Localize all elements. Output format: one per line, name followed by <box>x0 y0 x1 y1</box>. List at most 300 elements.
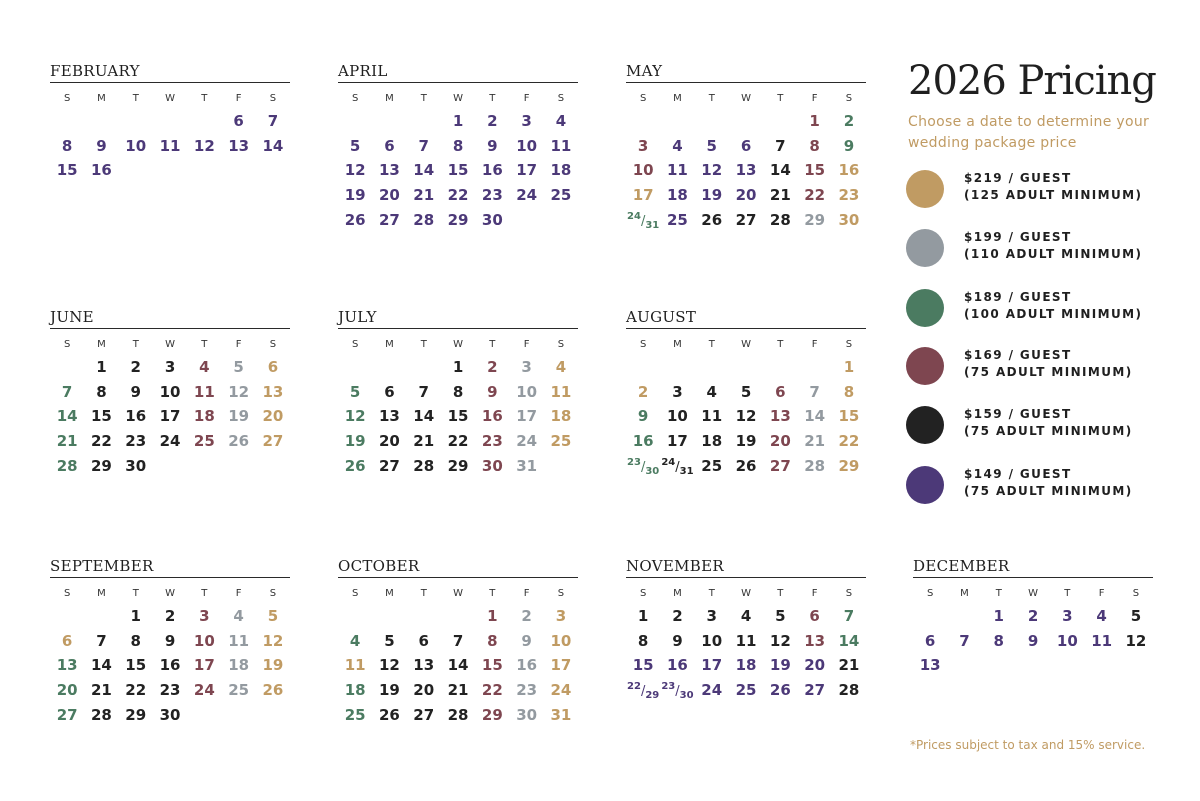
calendar-date[interactable]: 1 <box>637 607 649 625</box>
calendar-date[interactable]: 14 <box>769 161 791 180</box>
calendar-date[interactable]: 9 <box>96 136 107 155</box>
calendar-date[interactable]: 13 <box>413 656 435 675</box>
calendar-date[interactable]: 29 <box>91 456 112 475</box>
calendar-date[interactable]: 9 <box>164 631 176 650</box>
calendar-date[interactable]: 22 <box>125 681 147 700</box>
calendar-date[interactable]: 10 <box>125 136 147 155</box>
calendar-date[interactable]: 6 <box>61 631 73 650</box>
calendar-date[interactable]: 12 <box>735 407 757 426</box>
calendar-date[interactable]: 25 <box>667 210 688 229</box>
calendar-date[interactable]: 31 <box>550 705 572 724</box>
calendar-date[interactable]: 8 <box>843 382 855 401</box>
calendar-date[interactable]: 15 <box>125 656 147 675</box>
calendar-date[interactable]: 28 <box>413 456 435 475</box>
calendar-date[interactable]: 12 <box>228 382 250 401</box>
calendar-date[interactable]: 8 <box>61 136 73 155</box>
calendar-date[interactable]: 4 <box>555 112 567 130</box>
calendar-date[interactable]: 18 <box>550 161 572 180</box>
calendar-date[interactable]: 17 <box>516 407 538 426</box>
calendar-date[interactable]: 26 <box>228 432 250 451</box>
calendar-date[interactable]: 11 <box>344 656 366 675</box>
calendar-date[interactable]: 17 <box>701 656 723 675</box>
calendar-date[interactable]: 16 <box>516 656 538 675</box>
calendar-date[interactable]: 11 <box>1091 631 1113 650</box>
calendar-date[interactable]: 25 <box>228 681 250 700</box>
calendar-date[interactable]: 10 <box>632 161 654 180</box>
month-divider <box>338 577 578 578</box>
weekday-label: F <box>235 588 242 599</box>
calendar-date[interactable]: 29 <box>481 705 503 724</box>
calendar-date[interactable]: 20 <box>379 432 400 451</box>
calendar-date[interactable]: 17 <box>632 186 654 205</box>
calendar-date[interactable]: 16 <box>838 161 860 180</box>
calendar-date[interactable]: 11 <box>701 407 723 426</box>
calendar-date[interactable]: 8 <box>993 631 1004 650</box>
calendar-date[interactable]: 6 <box>775 382 786 401</box>
calendar-date[interactable]: 26 <box>262 681 284 700</box>
calendar-date[interactable]: 4 <box>199 358 210 376</box>
calendar-date[interactable]: 23 <box>125 432 147 451</box>
calendar-date[interactable]: 26 <box>769 681 791 700</box>
calendar-date[interactable]: 29 <box>447 210 469 229</box>
calendar-date[interactable]: 19 <box>379 681 400 700</box>
calendar-date[interactable]: 5 <box>384 631 395 650</box>
month-divider <box>50 328 290 329</box>
month-divider <box>50 577 290 578</box>
calendar-date[interactable]: 20 <box>262 407 284 426</box>
weekday-label: T <box>420 93 427 104</box>
calendar-date[interactable]: 26 <box>701 210 723 229</box>
calendar-date[interactable]: 20 <box>769 432 791 451</box>
calendar-date[interactable]: 9 <box>1027 631 1039 650</box>
calendar-date[interactable]: 14 <box>56 407 78 426</box>
calendar-date[interactable]: 3 <box>672 382 683 401</box>
calendar-date[interactable]: 6 <box>384 382 395 401</box>
calendar-date[interactable]: 28 <box>447 705 469 724</box>
calendar-date[interactable]: 11 <box>550 382 572 401</box>
calendar-date[interactable]: 7 <box>418 136 429 155</box>
calendar-date[interactable]: 8 <box>452 382 464 401</box>
calendar-date[interactable]: 1 <box>96 358 107 376</box>
calendar-date[interactable]: 19 <box>228 407 250 426</box>
calendar-date[interactable]: 25 <box>193 432 215 451</box>
calendar-date[interactable]: 7 <box>775 136 786 155</box>
calendar-date[interactable]: 9 <box>672 631 683 650</box>
calendar-date[interactable]: 4 <box>1096 607 1107 625</box>
calendar-date[interactable]: 18 <box>735 656 757 675</box>
calendar-date[interactable]: 12 <box>1125 631 1147 650</box>
calendar-date[interactable]: 25 <box>550 186 572 205</box>
calendar-date[interactable]: 15 <box>91 407 112 426</box>
calendar-date[interactable]: 2 <box>164 607 176 625</box>
calendar-date[interactable]: 11 <box>735 631 757 650</box>
calendar-date[interactable]: 13 <box>56 656 78 675</box>
calendar-date[interactable]: 21 <box>413 432 435 451</box>
calendar-date[interactable]: 22 <box>447 432 469 451</box>
calendar-date[interactable]: 24 <box>193 681 215 700</box>
calendar-date[interactable]: 28 <box>769 210 791 229</box>
calendar-date[interactable]: 21 <box>838 656 860 675</box>
calendar-date[interactable]: 15 <box>632 656 654 675</box>
calendar-date[interactable]: 26 <box>379 705 400 724</box>
calendar-date[interactable]: 12 <box>379 656 400 675</box>
calendar-date[interactable]: $^{22}/_{29}$ <box>627 681 660 702</box>
calendar-date[interactable]: 20 <box>56 681 78 700</box>
month-name: MAY <box>626 62 663 80</box>
calendar-date[interactable]: 15 <box>447 407 469 426</box>
calendar-date[interactable]: 16 <box>159 656 181 675</box>
calendar-date[interactable]: 23 <box>159 681 181 700</box>
calendar-date[interactable]: 17 <box>193 656 215 675</box>
calendar-date[interactable]: 1 <box>130 607 141 625</box>
calendar-date[interactable]: 30 <box>516 705 538 724</box>
calendar-date[interactable]: 4 <box>349 631 361 650</box>
calendar-date[interactable]: 18 <box>701 432 723 451</box>
calendar-date[interactable]: 7 <box>267 112 279 130</box>
calendar-date[interactable]: 19 <box>769 656 791 675</box>
calendar-date[interactable]: 19 <box>701 186 723 205</box>
calendar-date[interactable]: 1 <box>452 112 464 130</box>
month-name: FEBRUARY <box>50 62 140 80</box>
calendar-date[interactable]: 8 <box>637 631 649 650</box>
weekday-label: S <box>351 588 359 599</box>
month-day-grid <box>626 584 866 703</box>
calendar-date[interactable]: 9 <box>130 382 141 401</box>
calendar-date[interactable]: 15 <box>56 161 78 180</box>
calendar-date[interactable]: 3 <box>199 607 210 625</box>
calendar-date[interactable]: 24 <box>550 681 572 700</box>
calendar-date[interactable]: 7 <box>418 382 429 401</box>
calendar-date[interactable]: 13 <box>379 161 400 180</box>
calendar-date[interactable]: 17 <box>667 432 688 451</box>
calendar-date[interactable]: 12 <box>262 631 284 650</box>
calendar-date[interactable]: 27 <box>379 210 400 229</box>
calendar-date[interactable]: 2 <box>487 358 498 376</box>
calendar-date[interactable]: 31 <box>516 456 538 475</box>
month-february <box>50 60 290 183</box>
calendar-date[interactable]: 18 <box>344 681 366 700</box>
calendar-date[interactable]: 13 <box>769 407 791 426</box>
calendar-date[interactable]: 4 <box>555 358 567 376</box>
month-day-grid <box>626 89 866 232</box>
calendar-date[interactable]: 30 <box>838 210 860 229</box>
calendar-date[interactable]: 17 <box>550 656 572 675</box>
weekday-label: M <box>385 588 394 599</box>
calendar-date[interactable]: 27 <box>804 681 826 700</box>
calendar-date[interactable]: 18 <box>193 407 215 426</box>
calendar-date[interactable]: 1 <box>843 358 855 376</box>
calendar-date[interactable]: 30 <box>481 210 503 229</box>
calendar-date[interactable]: $^{24}/_{31}$ <box>661 456 694 477</box>
weekday-label: M <box>385 93 394 104</box>
calendar-date[interactable]: 1 <box>993 607 1004 625</box>
calendar-date[interactable]: 10 <box>701 631 723 650</box>
calendar-date[interactable]: 11 <box>159 136 181 155</box>
calendar-date[interactable]: 16 <box>91 161 112 180</box>
empty-cell <box>763 109 797 134</box>
calendar-date[interactable]: 24 <box>159 432 181 451</box>
calendar-date[interactable]: 5 <box>706 136 717 155</box>
calendar-date[interactable]: 13 <box>379 407 400 426</box>
calendar-date[interactable]: 15 <box>804 161 826 180</box>
calendar-date[interactable]: 5 <box>775 607 786 625</box>
calendar-date[interactable]: 23 <box>481 186 503 205</box>
calendar-date[interactable]: 24 <box>516 186 538 205</box>
month-name: JUNE <box>50 308 94 326</box>
calendar-date[interactable]: 23 <box>838 186 860 205</box>
calendar-date[interactable]: 25 <box>344 705 366 724</box>
calendar-date[interactable]: 3 <box>521 112 532 130</box>
calendar-date[interactable]: 4 <box>706 382 717 401</box>
calendar-date[interactable]: 5 <box>349 136 361 155</box>
calendar-date[interactable]: 22 <box>838 432 860 451</box>
calendar-date[interactable]: 14 <box>838 631 860 650</box>
calendar-date[interactable]: 2 <box>130 358 141 376</box>
calendar-date[interactable]: 21 <box>447 681 469 700</box>
calendar-date[interactable]: 9 <box>637 407 649 426</box>
weekday-label: W <box>165 588 175 599</box>
calendar-date[interactable]: 12 <box>344 407 366 426</box>
calendar-date[interactable]: 18 <box>667 186 688 205</box>
calendar-date[interactable]: 25 <box>735 681 757 700</box>
calendar-date[interactable]: 6 <box>418 631 429 650</box>
weekday-label: W <box>741 588 751 599</box>
empty-cell <box>407 109 441 134</box>
calendar-date[interactable]: 22 <box>804 186 826 205</box>
calendar-date[interactable]: 3 <box>1062 607 1073 625</box>
calendar-date[interactable]: 11 <box>228 631 250 650</box>
calendar-date[interactable]: 26 <box>344 456 366 475</box>
calendar-date[interactable]: 16 <box>667 656 688 675</box>
calendar-date[interactable]: 4 <box>740 607 752 625</box>
calendar-date[interactable]: 19 <box>262 656 284 675</box>
weekday-label: W <box>453 339 463 350</box>
calendar-date[interactable]: 21 <box>804 432 826 451</box>
calendar-date[interactable]: 3 <box>164 358 176 376</box>
calendar-date[interactable]: 8 <box>96 382 107 401</box>
calendar-date[interactable]: 11 <box>193 382 215 401</box>
calendar-date[interactable]: 3 <box>521 358 532 376</box>
calendar-date[interactable]: 12 <box>193 136 215 155</box>
calendar-date[interactable]: 26 <box>344 210 366 229</box>
calendar-date[interactable]: 12 <box>769 631 791 650</box>
calendar-date[interactable]: 8 <box>809 136 820 155</box>
calendar-date[interactable]: 8 <box>452 136 464 155</box>
calendar-date[interactable]: 8 <box>487 631 498 650</box>
calendar-date[interactable]: 9 <box>487 136 498 155</box>
calendar-date[interactable]: 14 <box>413 161 435 180</box>
calendar-date[interactable]: 7 <box>843 607 855 625</box>
calendar-date[interactable]: 29 <box>125 705 147 724</box>
calendar-date[interactable]: 2 <box>637 382 649 401</box>
calendar-date[interactable]: 18 <box>228 656 250 675</box>
calendar-date[interactable]: 8 <box>130 631 141 650</box>
calendar-date[interactable]: 16 <box>481 161 503 180</box>
month-day-grid <box>338 335 578 478</box>
calendar-date[interactable]: 22 <box>447 186 469 205</box>
calendar-date[interactable]: 2 <box>843 112 855 130</box>
calendar-date[interactable]: 5 <box>267 607 279 625</box>
calendar-date[interactable]: 6 <box>924 631 936 650</box>
calendar-date[interactable]: 2 <box>521 607 532 625</box>
calendar-date[interactable]: 4 <box>233 607 244 625</box>
calendar-date[interactable]: 21 <box>769 186 791 205</box>
calendar-date[interactable]: 5 <box>349 382 361 401</box>
calendar-date[interactable]: 13 <box>919 656 941 675</box>
calendar-date[interactable]: 15 <box>447 161 469 180</box>
calendar-date[interactable]: 7 <box>96 631 107 650</box>
weekday-label: F <box>523 93 530 104</box>
weekday-label: M <box>97 339 106 350</box>
calendar-date[interactable]: 14 <box>804 407 826 426</box>
empty-cell <box>153 109 187 134</box>
calendar-date[interactable]: 26 <box>735 456 757 475</box>
calendar-date[interactable]: 18 <box>550 407 572 426</box>
calendar-date[interactable]: 22 <box>91 432 112 451</box>
calendar-date[interactable]: 27 <box>379 456 400 475</box>
calendar-date[interactable]: 6 <box>267 358 279 376</box>
calendar-date[interactable]: 5 <box>1130 607 1142 625</box>
calendar-date[interactable]: 5 <box>233 358 244 376</box>
calendar-date[interactable]: 13 <box>735 161 757 180</box>
calendar-date[interactable]: 23 <box>481 432 503 451</box>
calendar-date[interactable]: 22 <box>481 681 503 700</box>
calendar-date[interactable]: 2 <box>1027 607 1039 625</box>
month-june <box>50 306 290 478</box>
calendar-date[interactable]: 14 <box>413 407 435 426</box>
calendar-date[interactable]: 6 <box>233 112 244 130</box>
calendar-date[interactable]: 12 <box>701 161 723 180</box>
weekday-label: S <box>269 588 277 599</box>
calendar-date[interactable]: 28 <box>838 681 860 700</box>
weekday-label: S <box>557 588 565 599</box>
calendar-date[interactable]: 19 <box>735 432 757 451</box>
calendar-date[interactable]: 30 <box>125 456 147 475</box>
calendar-date[interactable]: 14 <box>447 656 469 675</box>
calendar-date[interactable]: 10 <box>1056 631 1078 650</box>
calendar-date[interactable]: 10 <box>516 136 538 155</box>
legend-minimum: (75 ADULT MINIMUM) <box>964 365 1133 379</box>
calendar-date[interactable]: 21 <box>91 681 112 700</box>
calendar-date[interactable]: 3 <box>637 136 649 155</box>
month-september <box>50 555 290 727</box>
calendar-date[interactable]: 11 <box>550 136 572 155</box>
calendar-date[interactable]: 7 <box>61 382 73 401</box>
calendar-date[interactable]: 9 <box>843 136 855 155</box>
weekday-label: T <box>420 588 427 599</box>
calendar-date[interactable]: 13 <box>262 382 284 401</box>
weekday-label: S <box>1132 588 1140 599</box>
calendar-date[interactable]: 6 <box>809 607 820 625</box>
calendar-date[interactable]: 6 <box>384 136 395 155</box>
calendar-date[interactable]: 6 <box>740 136 752 155</box>
calendar-date[interactable]: 20 <box>735 186 757 205</box>
empty-cell <box>187 109 221 134</box>
calendar-date[interactable]: 10 <box>193 631 215 650</box>
calendar-date[interactable]: 13 <box>804 631 826 650</box>
calendar-date[interactable]: 28 <box>91 705 112 724</box>
calendar-date[interactable]: $^{23}/_{30}$ <box>627 456 660 477</box>
calendar-date[interactable]: 4 <box>672 136 683 155</box>
calendar-date[interactable]: 7 <box>809 382 820 401</box>
calendar-date[interactable]: 20 <box>804 656 826 675</box>
calendar-date[interactable]: 27 <box>413 705 435 724</box>
calendar-date[interactable]: 10 <box>550 631 572 650</box>
calendar-date[interactable]: 19 <box>344 432 366 451</box>
color-swatch <box>906 170 944 208</box>
calendar-date[interactable]: 27 <box>769 456 791 475</box>
calendar-date[interactable]: 30 <box>159 705 181 724</box>
calendar-date[interactable]: 7 <box>452 631 464 650</box>
calendar-date[interactable]: 16 <box>481 407 503 426</box>
calendar-date[interactable]: 16 <box>632 432 654 451</box>
calendar-date[interactable]: 29 <box>447 456 469 475</box>
calendar-date[interactable]: 10 <box>159 382 181 401</box>
calendar-date[interactable]: 24 <box>701 681 723 700</box>
calendar-date[interactable]: 1 <box>809 112 820 130</box>
calendar-date[interactable]: 5 <box>740 382 752 401</box>
calendar-date[interactable]: 10 <box>516 382 538 401</box>
calendar-date[interactable]: 15 <box>481 656 503 675</box>
calendar-date[interactable]: 20 <box>379 186 400 205</box>
calendar-date[interactable]: 7 <box>959 631 970 650</box>
calendar-date[interactable]: 20 <box>413 681 435 700</box>
calendar-date[interactable]: 10 <box>667 407 688 426</box>
weekday-label: T <box>777 339 784 350</box>
calendar-date[interactable]: 17 <box>159 407 181 426</box>
calendar-date[interactable]: 27 <box>735 210 757 229</box>
calendar-date[interactable]: 11 <box>667 161 688 180</box>
calendar-date[interactable]: 30 <box>481 456 503 475</box>
legend-price: $149 / GUEST <box>964 467 1072 481</box>
calendar-date[interactable]: 3 <box>555 607 567 625</box>
calendar-date[interactable]: $^{24}/_{31}$ <box>627 210 660 231</box>
calendar-date[interactable]: 15 <box>838 407 860 426</box>
calendar-date[interactable]: 25 <box>550 432 572 451</box>
calendar-date[interactable]: 9 <box>521 631 532 650</box>
calendar-date[interactable]: 3 <box>706 607 717 625</box>
calendar-date[interactable]: 21 <box>56 432 78 451</box>
calendar-date[interactable]: 16 <box>125 407 147 426</box>
calendar-date[interactable]: 1 <box>487 607 498 625</box>
calendar-date[interactable]: 17 <box>516 161 538 180</box>
calendar-date[interactable]: 13 <box>228 136 250 155</box>
calendar-date[interactable]: 27 <box>262 432 284 451</box>
calendar-date[interactable]: 29 <box>838 456 860 475</box>
calendar-date[interactable]: 24 <box>516 432 538 451</box>
calendar-date[interactable]: 27 <box>56 705 78 724</box>
calendar-date[interactable]: 2 <box>487 112 498 130</box>
calendar-date[interactable]: $^{23}/_{30}$ <box>661 681 694 702</box>
calendar-date[interactable]: 23 <box>516 681 538 700</box>
legend-item-black <box>906 406 1176 446</box>
calendar-date[interactable]: 12 <box>344 161 366 180</box>
calendar-date[interactable]: 28 <box>56 456 78 475</box>
calendar-date[interactable]: 14 <box>91 656 112 675</box>
legend-text <box>964 229 1142 263</box>
calendar-date[interactable]: 21 <box>413 186 435 205</box>
calendar-date[interactable]: 9 <box>487 382 498 401</box>
calendar-date[interactable]: 28 <box>804 456 826 475</box>
calendar-date[interactable]: 2 <box>672 607 683 625</box>
calendar-date[interactable]: 28 <box>413 210 435 229</box>
calendar-date[interactable]: 14 <box>262 136 284 155</box>
calendar-date[interactable]: 19 <box>344 186 366 205</box>
weekday-label: S <box>351 339 359 350</box>
calendar-date[interactable]: 1 <box>452 358 464 376</box>
calendar-date[interactable]: 29 <box>804 210 826 229</box>
calendar-date[interactable]: 25 <box>701 456 723 475</box>
